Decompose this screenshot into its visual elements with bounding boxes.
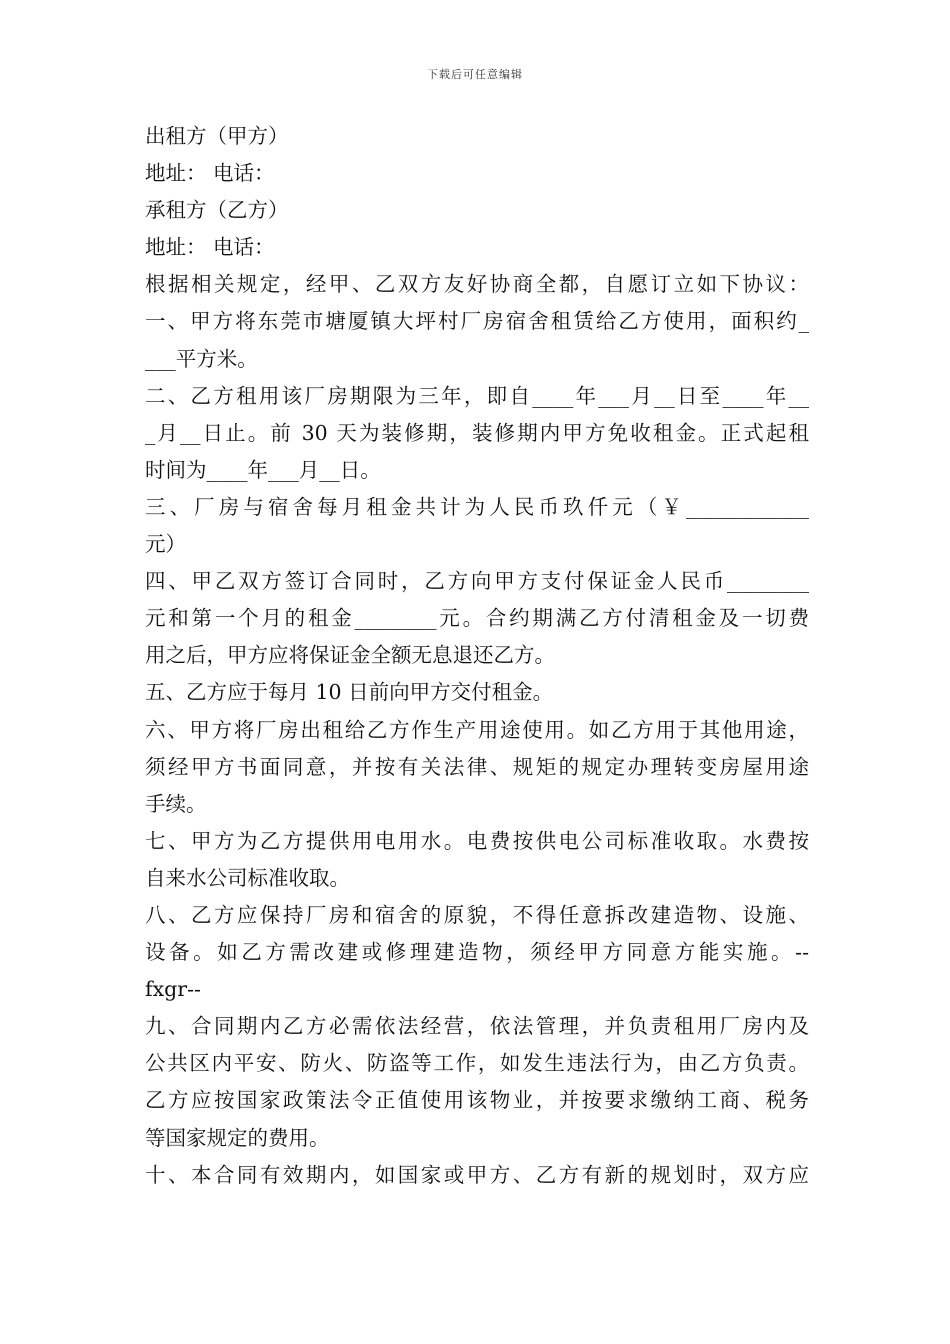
text-line: 元和第一个月的租金________元。合约期满乙方付清租金及一切费 bbox=[145, 606, 809, 631]
text-line: 等国家规定的费用。 bbox=[145, 1125, 330, 1150]
text-line: 出租方（甲方） bbox=[145, 124, 289, 148]
text-line: 十、本合同有效期内，如国家或甲方、乙方有新的规划时，双方应 bbox=[145, 1162, 809, 1187]
text-line: 一、甲方将东莞市塘厦镇大坪村厂房宿舍租赁给乙方使用，面积约_ bbox=[145, 309, 809, 334]
text-line: _月__日止。前 30 天为装修期，装修期内甲方免收租金。正式起租 bbox=[145, 420, 809, 445]
text-line: 自来水公司标准收取。 bbox=[145, 865, 350, 890]
page-header-note: 下载后可任意编辑 bbox=[427, 68, 523, 81]
text-line: 公共区内平安、防火、防盗等工作，如发生违法行为，由乙方负责。 bbox=[145, 1051, 809, 1076]
text-line: 时间为____年___月__日。 bbox=[145, 457, 381, 482]
text-line: fxgr-- bbox=[145, 977, 201, 1002]
text-line: 九、合同期内乙方必需依法经营，依法管理，并负责租用厂房内及 bbox=[145, 1014, 809, 1039]
text-line: 二、乙方租用该厂房期限为三年，即自____年___月__日至____年__ bbox=[145, 383, 809, 408]
text-line: 设备。如乙方需改建或修理建造物，须经甲方同意方能实施。-- bbox=[145, 940, 809, 965]
text-line: 七、甲方为乙方提供用电用水。电费按供电公司标准收取。水费按 bbox=[145, 828, 809, 853]
text-line: 乙方应按国家政策法令正值使用该物业，并按要求缴纳工商、税务 bbox=[145, 1088, 809, 1113]
text-line: 根据相关规定，经甲、乙双方友好协商全都，自愿订立如下协议： bbox=[145, 272, 809, 297]
text-line: 用之后，甲方应将保证金全额无息退还乙方。 bbox=[145, 643, 555, 668]
text-line: 元） bbox=[145, 532, 186, 557]
text-line: 地址： 电话： bbox=[145, 161, 275, 186]
text-line: 手续。 bbox=[145, 791, 207, 816]
text-line: 四、甲乙双方签订合同时，乙方向甲方支付保证金人民币________ bbox=[145, 569, 809, 594]
text-line: 承租方（乙方） bbox=[145, 198, 289, 223]
text-line: 五、乙方应于每月 10 日前向甲方交付租金。 bbox=[145, 680, 554, 705]
contract-body bbox=[145, 118, 809, 1194]
text-line: 须经甲方书面同意，并按有关法律、规矩的规定办理转变房屋用途 bbox=[145, 754, 809, 779]
text-line: 地址： 电话： bbox=[145, 235, 275, 260]
text-line: ___平方米。 bbox=[145, 346, 258, 371]
text-line: 六、甲方将厂房出租给乙方作生产用途使用。如乙方用于其他用途， bbox=[145, 717, 809, 742]
text-line: 八、乙方应保持厂房和宿舍的原貌，不得任意拆改建造物、设施、 bbox=[145, 902, 809, 927]
text-line: 三、厂房与宿舍每月租金共计为人民币玖仟元（￥____________ bbox=[145, 494, 809, 519]
